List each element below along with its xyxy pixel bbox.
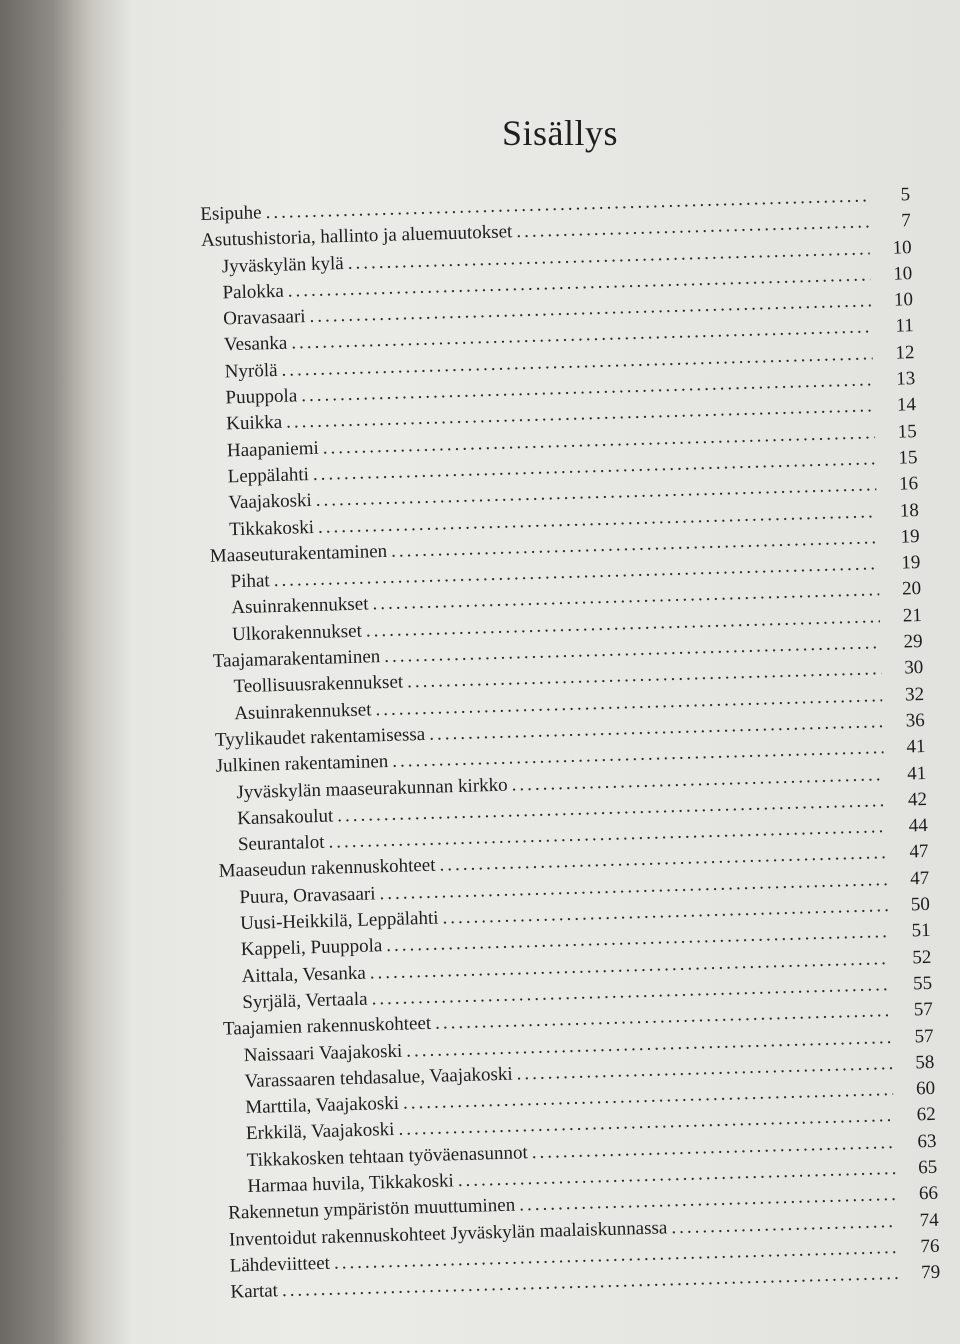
toc-entry-page-number: 52 bbox=[912, 946, 932, 969]
toc-entry-label: Pihat bbox=[230, 570, 270, 593]
toc-entry-label: Kansakoulut bbox=[236, 805, 334, 830]
toc-entry-page-number: 32 bbox=[904, 683, 925, 706]
toc-entry-label: Jyväskylän maaseurakunnan kirkko bbox=[236, 774, 508, 803]
toc-entry-label: Tikkakosken tehtaan työväenasunnot bbox=[246, 1141, 529, 1171]
toc-entry-label: Ulkorakennukset bbox=[231, 620, 363, 646]
toc-entry-page-number: 42 bbox=[907, 788, 928, 811]
toc-entry-label: Asuinrakennukset bbox=[233, 699, 372, 724]
toc-entry-label: Vesanka bbox=[223, 333, 288, 356]
toc-entry-label: Inventoidut rakennuskohteet Jyväskylän maalaiskunnassa bbox=[228, 1216, 668, 1251]
toc-entry-label: Nyrölä bbox=[224, 359, 278, 383]
toc-entry-page-number: 79 bbox=[920, 1261, 941, 1284]
toc-entry-page-number: 18 bbox=[899, 499, 920, 522]
toc-entry-page-number: 47 bbox=[909, 867, 930, 890]
toc-entry-label: Taajamien rakennuskohteet bbox=[222, 1013, 432, 1040]
toc-entry-page-number: 51 bbox=[911, 920, 931, 942]
toc-entry-page-number: 30 bbox=[904, 657, 924, 679]
toc-entry-label: Asuinrakennukset bbox=[231, 593, 369, 619]
toc-entry-page-number: 60 bbox=[915, 1077, 936, 1100]
toc-entry-label: Puuppola bbox=[225, 385, 298, 409]
toc-entry-page-number: 36 bbox=[905, 709, 926, 732]
toc-entry-label: Oravasaari bbox=[222, 306, 306, 330]
toc-entry-label: Julkinen rakentaminen bbox=[215, 751, 389, 778]
toc-entry-label: Tikkakoski bbox=[228, 516, 315, 540]
toc-entry-label: Seurantalot bbox=[237, 831, 325, 856]
toc-entry-page-number: 55 bbox=[912, 972, 933, 995]
toc-entry-page-number: 57 bbox=[914, 1025, 934, 1047]
toc-entry-page-number: 19 bbox=[900, 525, 920, 548]
toc-entry-page-number: 7 bbox=[901, 210, 912, 232]
toc-entry-page-number: 29 bbox=[903, 631, 923, 653]
toc-entry-label: Leppälahti bbox=[227, 464, 310, 488]
toc-entry-page-number: 74 bbox=[919, 1209, 940, 1231]
toc-entry-label: Syrjälä, Vertaala bbox=[242, 988, 368, 1014]
toc-entry-label: Uusi-Heikkilä, Leppälahti bbox=[239, 907, 439, 935]
toc-entry-page-number: 15 bbox=[898, 447, 918, 469]
toc-entry-label: Teollisuusrakennukset bbox=[233, 671, 404, 698]
toc-entry-page-number: 50 bbox=[910, 893, 931, 916]
toc-entry-page-number: 47 bbox=[909, 841, 929, 863]
toc-entry-label: Naissaari Vaajakoski bbox=[243, 1040, 403, 1066]
toc-entry-page-number: 66 bbox=[918, 1183, 939, 1205]
toc-entry-label: Harmaa huvila, Tikkakoski bbox=[247, 1170, 455, 1198]
toc-entry-label: Esipuhe bbox=[200, 202, 262, 225]
toc-entry-page-number: 10 bbox=[893, 289, 914, 311]
toc-entry-label: Jyväskylän kylä bbox=[221, 252, 344, 278]
toc-entry-label: Maaseudun rakennuskohteet bbox=[218, 855, 436, 883]
toc-entry-label: Maaseuturakentaminen bbox=[209, 540, 388, 567]
toc-entry-label: Aittala, Vesanka bbox=[241, 962, 367, 987]
toc-entry-label: Lähdeviitteet bbox=[229, 1252, 331, 1277]
toc-entry-page-number: 5 bbox=[900, 184, 911, 206]
page-title: Sisällys bbox=[501, 113, 619, 153]
toc-entry-label: Vaajakoski bbox=[228, 490, 313, 514]
toc-entry-label: Rakennetun ympäristön muuttuminen bbox=[227, 1194, 516, 1224]
toc-entry-page-number: 41 bbox=[906, 736, 926, 758]
toc-entry-label: Varassaaren tehdasalue, Vaajakoski bbox=[244, 1063, 513, 1092]
toc-entry-label: Kartat bbox=[230, 1280, 279, 1303]
table-of-contents bbox=[200, 182, 941, 1306]
toc-entry-label: Puura, Oravasaari bbox=[239, 883, 376, 908]
toc-entry-page-number: 20 bbox=[901, 578, 922, 600]
toc-entry-label: Marttila, Vaajakoski bbox=[245, 1092, 400, 1119]
toc-entry-page-number: 13 bbox=[895, 368, 916, 390]
book-spine-shadow bbox=[0, 0, 96, 1344]
toc-entry-label: Taajamarakentaminen bbox=[212, 646, 381, 672]
toc-entry-label: Erkkilä, Vaajakoski bbox=[245, 1119, 395, 1145]
toc-entry-page-number: 62 bbox=[916, 1104, 937, 1126]
toc-entry-label: Asutushistoria, hallinto ja aluemuutokset bbox=[200, 221, 513, 252]
toc-entry-page-number: 21 bbox=[902, 604, 923, 627]
toc-entry-page-number: 44 bbox=[908, 815, 928, 837]
toc-entry-page-number: 11 bbox=[895, 315, 915, 338]
toc-entry-page-number: 10 bbox=[892, 236, 912, 259]
toc-entry-label: Haapaniemi bbox=[226, 437, 320, 462]
toc-entry-page-number: 58 bbox=[915, 1051, 935, 1074]
toc-entry-page-number: 19 bbox=[901, 552, 921, 574]
toc-entry-label: Tyylikaudet rakentamisessa bbox=[214, 723, 426, 751]
toc-entry-page-number: 14 bbox=[896, 394, 917, 416]
toc-entry-label: Kappeli, Puuppola bbox=[240, 935, 383, 961]
toc-entry-page-number: 10 bbox=[892, 263, 913, 285]
toc-entry-page-number: 63 bbox=[917, 1130, 937, 1153]
toc-entry-page-number: 15 bbox=[897, 420, 917, 443]
toc-entry-page-number: 57 bbox=[913, 999, 934, 1021]
toc-entry-label: Palokka bbox=[222, 280, 285, 304]
toc-entry-page-number: 16 bbox=[898, 473, 919, 495]
toc-entry-page-number: 41 bbox=[906, 762, 927, 785]
toc-entry-label: Kuikka bbox=[225, 412, 283, 435]
toc-entry-page-number: 12 bbox=[895, 341, 915, 364]
toc-entry-page-number: 65 bbox=[917, 1156, 938, 1179]
toc-entry-page-number: 76 bbox=[920, 1235, 940, 1258]
